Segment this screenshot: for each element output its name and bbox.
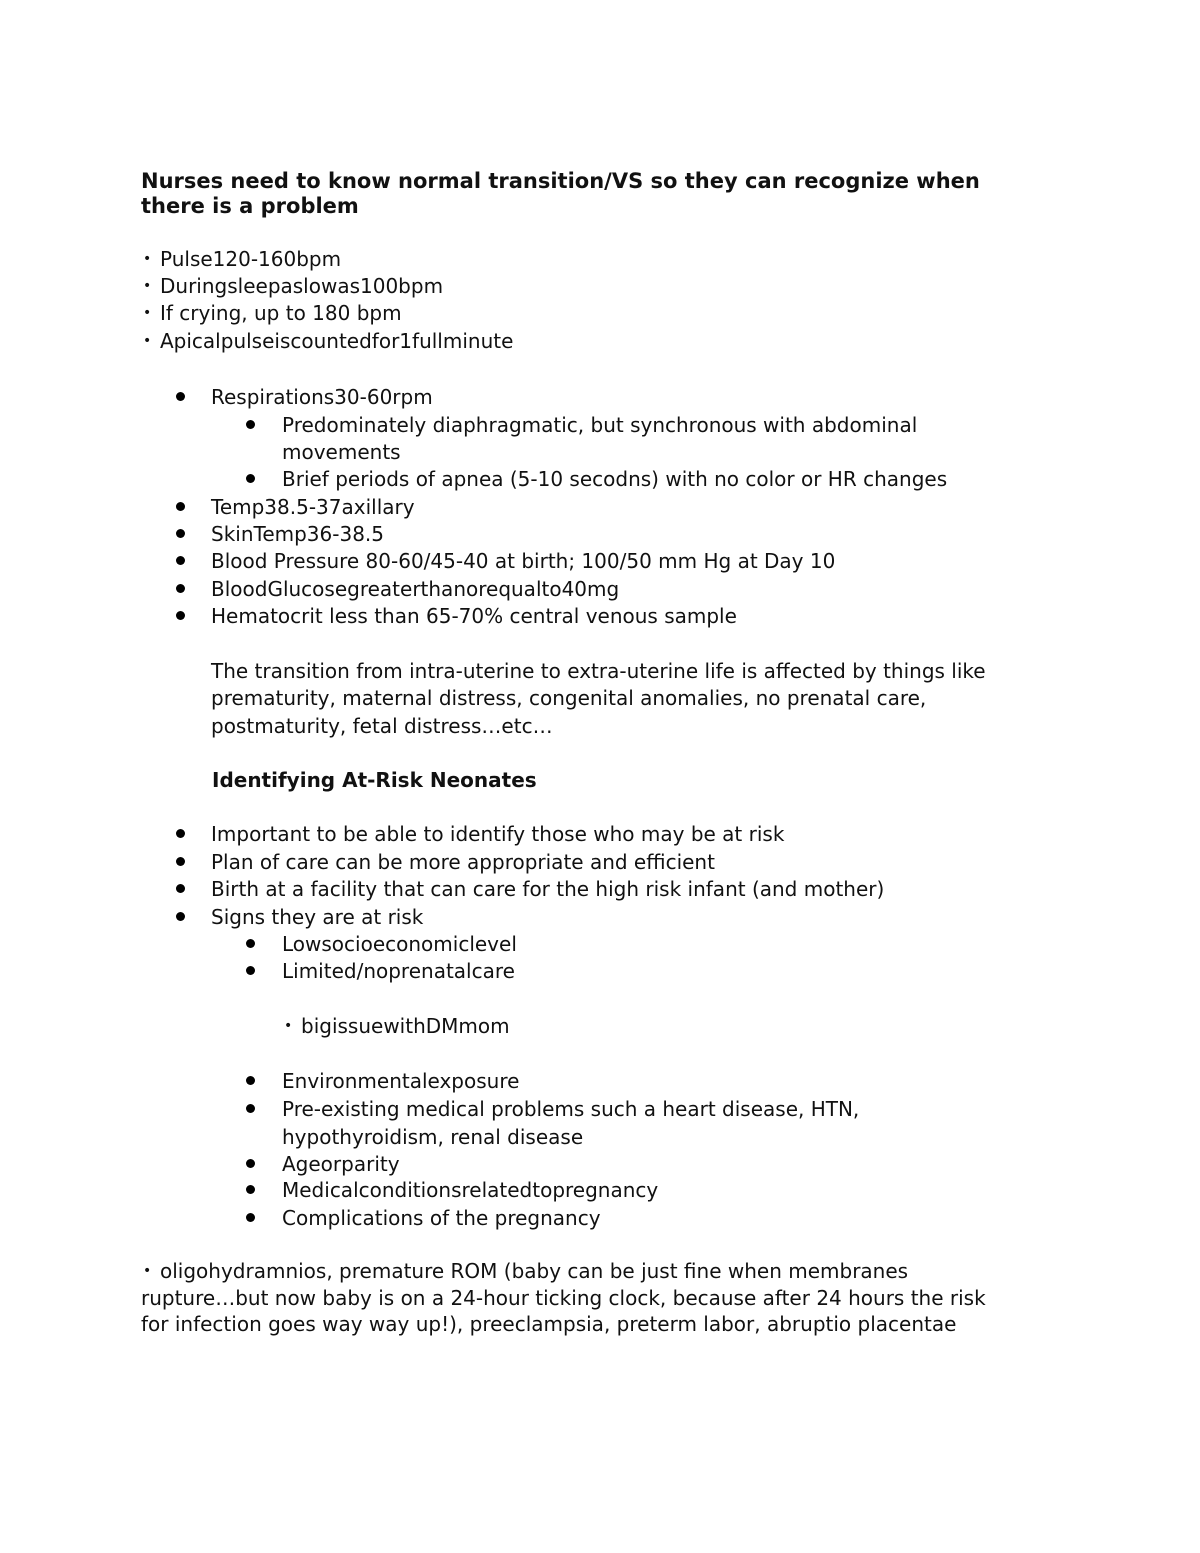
bullet-icon: [246, 1076, 255, 1085]
bullet-icon: [246, 474, 255, 483]
bullet-icon: [176, 502, 185, 511]
list-item: Respirations30-60rpm: [211, 385, 433, 409]
paragraph-line: rupture…but now baby is on a 24-hour ticking clock, because after 24 hours the risk: [141, 1286, 986, 1310]
list-item: If crying, up to 180 bpm: [160, 301, 402, 325]
bullet-icon: [246, 939, 255, 948]
list-item: BloodGlucosegreaterthanorequalto40mg: [211, 577, 620, 601]
section-heading: Identifying At-Risk Neonates: [212, 768, 537, 792]
bullet-icon: [176, 392, 185, 401]
bullet-icon: [246, 420, 255, 429]
bullet-icon: [176, 884, 185, 893]
small-bullet-icon: •: [143, 1263, 152, 1279]
list-item-continuation: movements: [282, 440, 401, 464]
list-item: Medicalconditionsrelatedtopregnancy: [282, 1178, 659, 1202]
list-item: Pulse120-160bpm: [160, 247, 342, 271]
list-item: Lowsocioeconomiclevel: [282, 932, 517, 956]
bullet-icon: [176, 529, 185, 538]
paragraph-line: The transition from intra-uterine to extra-uterine life is affected by things like: [211, 659, 986, 683]
list-item: Limited/noprenatalcare: [282, 959, 515, 983]
list-item: Plan of care can be more appropriate and efficient: [211, 850, 715, 874]
paragraph-line: postmaturity, fetal distress…etc…: [211, 714, 553, 738]
list-item: Pre-existing medical problems such a heart disease, HTN,: [282, 1097, 860, 1121]
list-item: Blood Pressure 80-60/45-40 at birth; 100/50 mm Hg at Day 10: [211, 549, 836, 573]
bullet-icon: [246, 1104, 255, 1113]
list-item: Signs they are at risk: [211, 905, 424, 929]
small-bullet-icon: •: [284, 1018, 293, 1034]
paragraph-line: prematurity, maternal distress, congenital anomalies, no prenatal care,: [211, 686, 927, 710]
small-bullet-icon: •: [143, 278, 152, 294]
bullet-icon: [176, 857, 185, 866]
bullet-icon: [246, 966, 255, 975]
small-bullet-icon: •: [143, 251, 152, 267]
bullet-icon: [176, 912, 185, 921]
list-item: Duringsleepaslowas100bpm: [160, 274, 444, 298]
list-item: Birth at a facility that can care for the high risk infant (and mother): [211, 877, 885, 901]
heading-line-1: Nurses need to know normal transition/VS so they can recognize when: [141, 169, 980, 193]
paragraph-line: oligohydramnios, premature ROM (baby can be just fine when membranes: [160, 1259, 909, 1283]
bullet-icon: [246, 1213, 255, 1222]
paragraph-line: for infection goes way way up!), preeclampsia, preterm labor, abruptio placentae: [141, 1312, 957, 1336]
list-item: SkinTemp36-38.5: [211, 522, 385, 546]
list-item: Apicalpulseiscountedfor1fullminute: [160, 329, 514, 353]
list-item: Complications of the pregnancy: [282, 1206, 601, 1230]
bullet-icon: [176, 556, 185, 565]
small-bullet-icon: •: [143, 333, 152, 349]
list-item: Ageorparity: [282, 1152, 400, 1176]
small-bullet-icon: •: [143, 305, 152, 321]
list-item: Important to be able to identify those who may be at risk: [211, 822, 785, 846]
list-item: Hematocrit less than 65-70% central venous sample: [211, 604, 737, 628]
list-item-continuation: hypothyroidism, renal disease: [282, 1125, 584, 1149]
list-item: Temp38.5-37axillary: [211, 495, 415, 519]
bullet-icon: [176, 829, 185, 838]
heading-line-2: there is a problem: [141, 194, 359, 218]
bullet-icon: [176, 584, 185, 593]
list-item: Predominately diaphragmatic, but synchronous with abdominal: [282, 413, 918, 437]
bullet-icon: [176, 611, 185, 620]
list-item: Environmentalexposure: [282, 1069, 520, 1093]
list-item: bigissuewithDMmom: [301, 1014, 510, 1038]
bullet-icon: [246, 1185, 255, 1194]
list-item: Brief periods of apnea (5-10 secodns) with no color or HR changes: [282, 467, 948, 491]
bullet-icon: [246, 1159, 255, 1168]
